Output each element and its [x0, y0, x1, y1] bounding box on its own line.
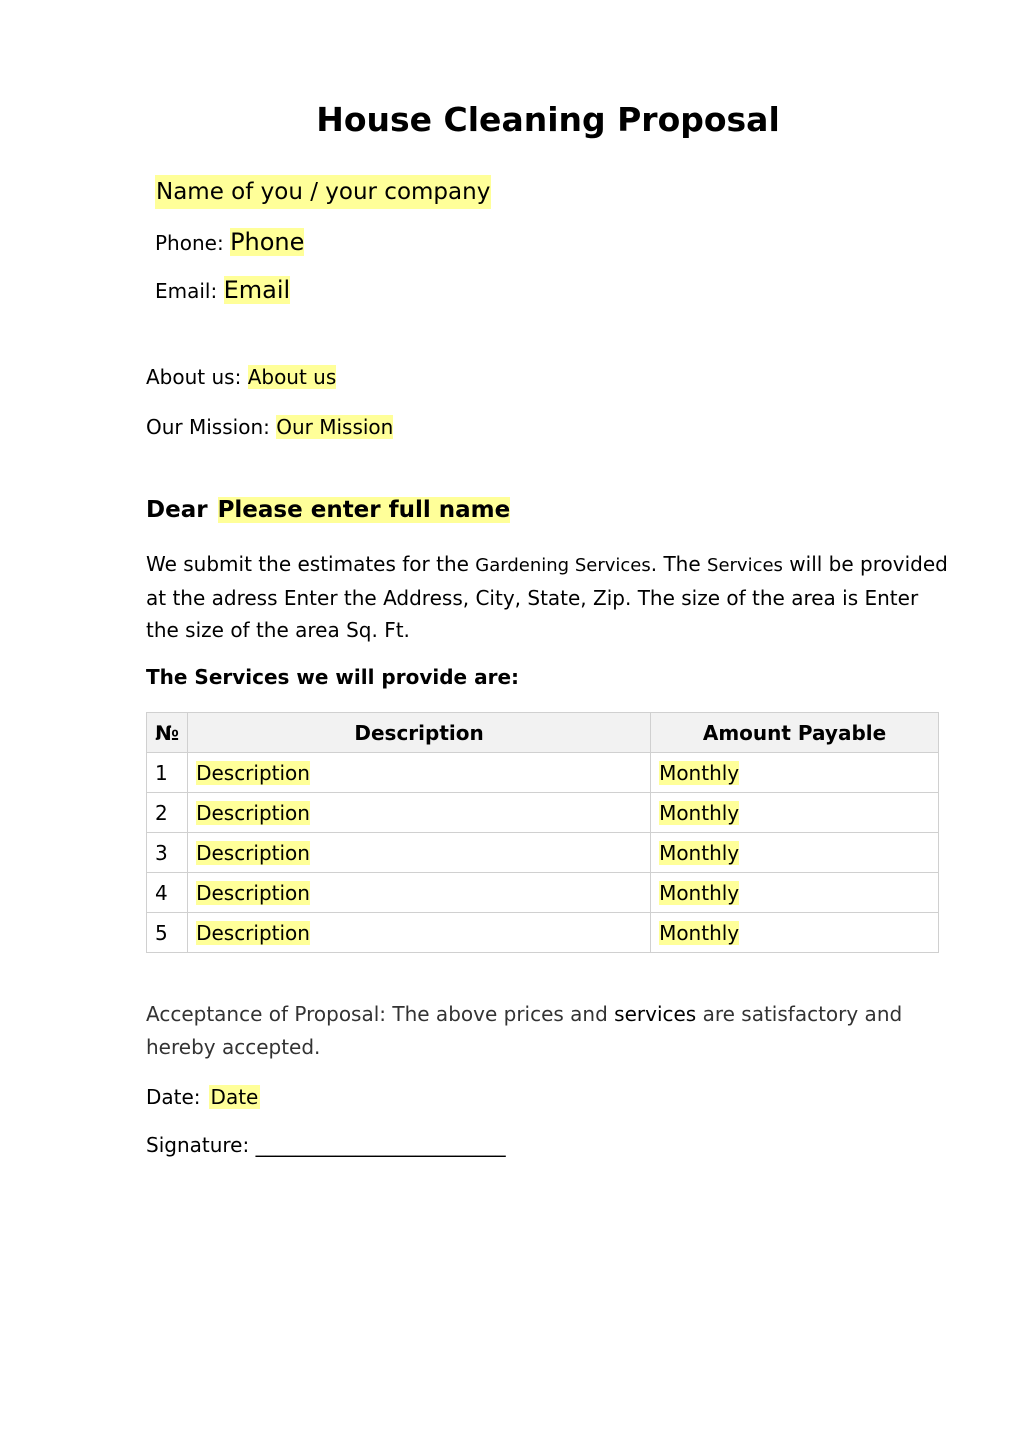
email-label: Email	[155, 279, 211, 303]
amount-field[interactable]: Monthly	[659, 760, 740, 785]
body-text-1: We submit the estimates for the	[146, 552, 476, 576]
body-text-2: . The	[650, 552, 708, 576]
row-number: 3	[147, 833, 188, 873]
amount-field[interactable]: Monthly	[659, 880, 740, 905]
description-cell	[188, 873, 651, 913]
table-header-row	[147, 713, 939, 753]
row-number: 1	[147, 753, 188, 793]
amount-cell	[651, 833, 939, 873]
date-field[interactable]: Date	[210, 1085, 259, 1109]
acceptance-paragraph	[146, 998, 956, 1064]
body-text-3: will be provided at the adress Enter the Address, City, State, Zip. The size of the area is Enter the size of the area Sq. Ft.	[146, 552, 948, 642]
recipient-name-field[interactable]: Please enter full name	[217, 497, 511, 523]
description-field[interactable]: Description	[196, 800, 310, 825]
amount-cell	[651, 913, 939, 953]
acceptance-services-word: services	[614, 1002, 697, 1026]
acceptance-text-1: Acceptance of Proposal: The above prices and	[146, 1002, 615, 1026]
table-row	[147, 793, 939, 833]
table-row	[147, 833, 939, 873]
date-label: Date:	[146, 1085, 201, 1109]
email-line	[155, 273, 290, 308]
row-number: 5	[147, 913, 188, 953]
description-field[interactable]: Description	[196, 880, 310, 905]
about-us-label: About us:	[146, 365, 248, 389]
estimate-paragraph	[146, 548, 956, 646]
table-row	[147, 753, 939, 793]
document-title: House Cleaning Proposal	[316, 100, 780, 139]
signature-label: Signature:	[146, 1133, 256, 1157]
greeting-line	[146, 494, 510, 526]
date-line	[146, 1082, 260, 1112]
email-separator: :	[210, 279, 224, 303]
signature-blank[interactable]: _________________________	[255, 1133, 506, 1157]
acceptance-text-2: are satisfactory and hereby accepted.	[146, 1002, 903, 1059]
description-field[interactable]: Description	[196, 760, 310, 785]
row-number: 2	[147, 793, 188, 833]
about-us-field[interactable]: About us	[247, 365, 337, 389]
amount-cell	[651, 753, 939, 793]
company-name-field[interactable]: Name of you / your company	[155, 175, 491, 209]
services-word: Services	[707, 555, 783, 576]
amount-cell	[651, 873, 939, 913]
amount-field[interactable]: Monthly	[659, 920, 740, 945]
amount-cell	[651, 793, 939, 833]
email-field[interactable]: Email	[223, 276, 291, 304]
phone-field[interactable]: Phone	[230, 228, 305, 256]
row-number: 4	[147, 873, 188, 913]
header-amount: Amount Payable	[651, 713, 939, 753]
description-field[interactable]: Description	[196, 840, 310, 865]
mission-label: Our Mission:	[146, 415, 277, 439]
signature-line	[146, 1130, 506, 1160]
phone-label: Phone	[155, 231, 217, 255]
header-description: Description	[188, 713, 651, 753]
greeting-label: Dear	[146, 497, 208, 523]
header-number: №	[147, 713, 188, 753]
amount-field[interactable]: Monthly	[659, 840, 740, 865]
description-field[interactable]: Description	[196, 920, 310, 945]
description-cell	[188, 913, 651, 953]
service-type: Gardening Services	[475, 555, 651, 576]
services-table	[146, 712, 939, 953]
phone-separator: :	[216, 231, 231, 255]
table-row	[147, 873, 939, 913]
phone-line	[155, 225, 304, 260]
description-cell	[188, 793, 651, 833]
description-cell	[188, 833, 651, 873]
table-row	[147, 913, 939, 953]
services-heading: The Services we will provide are:	[146, 665, 520, 689]
mission-field[interactable]: Our Mission	[276, 415, 394, 439]
description-cell	[188, 753, 651, 793]
amount-field[interactable]: Monthly	[659, 800, 740, 825]
about-us-line	[146, 362, 336, 392]
mission-line	[146, 412, 393, 442]
